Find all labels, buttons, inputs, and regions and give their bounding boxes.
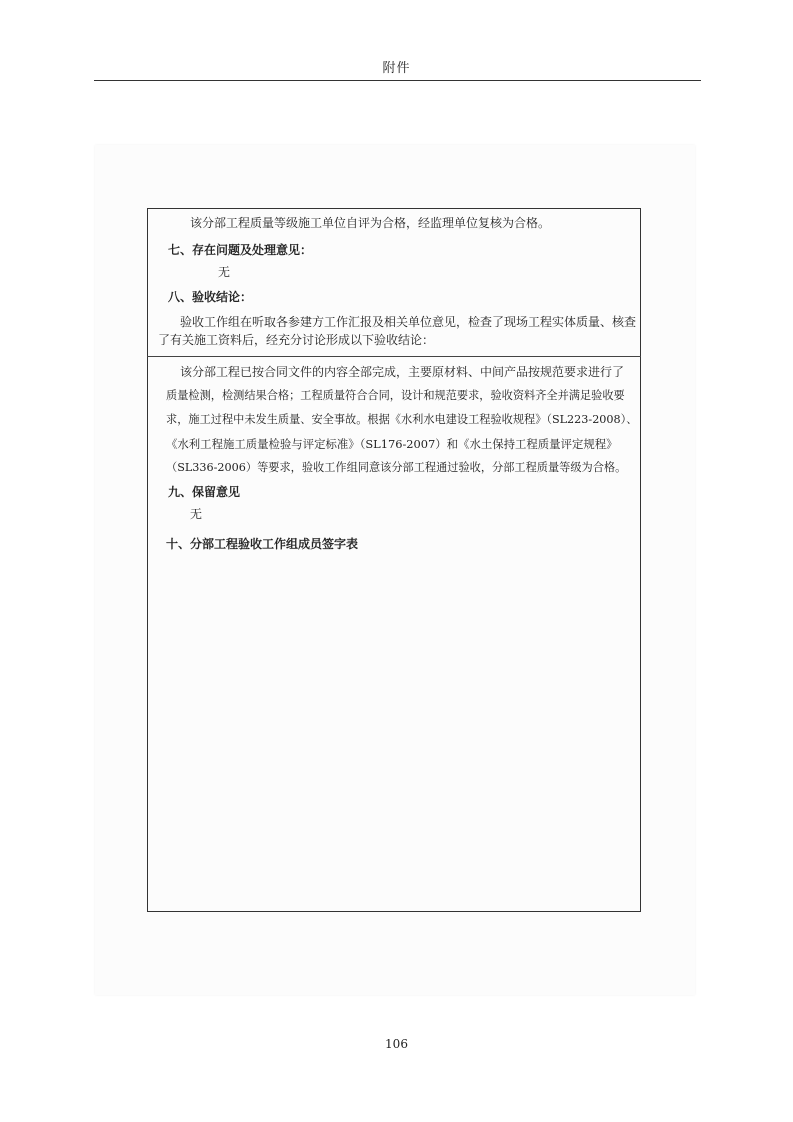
- conclusion-line-5: （SL336-2006）等要求，验收工作组同意该分部工程通过验收，分部工程质量等级为合格。: [166, 461, 627, 474]
- conclusion-line-1: 该分部工程已按合同文件的内容全部完成，主要原材料、中间产品按规范要求进行了: [180, 365, 625, 379]
- header-rule: [94, 80, 701, 81]
- section8-lead-line-2: 了有关施工资料后，经充分讨论形成以下验收结论：: [158, 333, 435, 347]
- section7-heading: 七、存在问题及处理意见：: [168, 243, 313, 257]
- conclusion-line-4: 《水利工程施工质量检验与评定标准》（SL176-2007）和《水土保持工程质量评定规程》: [166, 437, 618, 451]
- section9-body: 无: [190, 507, 203, 521]
- intro-line: 该分部工程质量等级施工单位自评为合格，经监理单位复核为合格。: [190, 216, 551, 230]
- section-divider: [147, 356, 641, 357]
- section8-heading: 八、验收结论：: [168, 290, 253, 304]
- section8-lead-line-1: 验收工作组在听取各参建方工作汇报及相关单位意见，检查了现场工程实体质量、核查: [180, 315, 637, 329]
- section9-heading: 九、保留意见: [168, 485, 241, 499]
- conclusion-line-3: 求，施工过程中未发生质量、安全事故。根据《水利水电建设工程验收规程》（SL223-2008）、: [166, 413, 638, 426]
- page-number: 106: [385, 1037, 408, 1051]
- conclusion-line-2: 质量检测，检测结果合格；工程质量符合合同，设计和规范要求，验收资料齐全并满足验收要: [166, 389, 625, 402]
- header-title: 附件: [382, 61, 411, 76]
- section7-body: 无: [218, 265, 231, 279]
- section10-heading: 十、分部工程验收工作组成员签字表: [166, 537, 359, 551]
